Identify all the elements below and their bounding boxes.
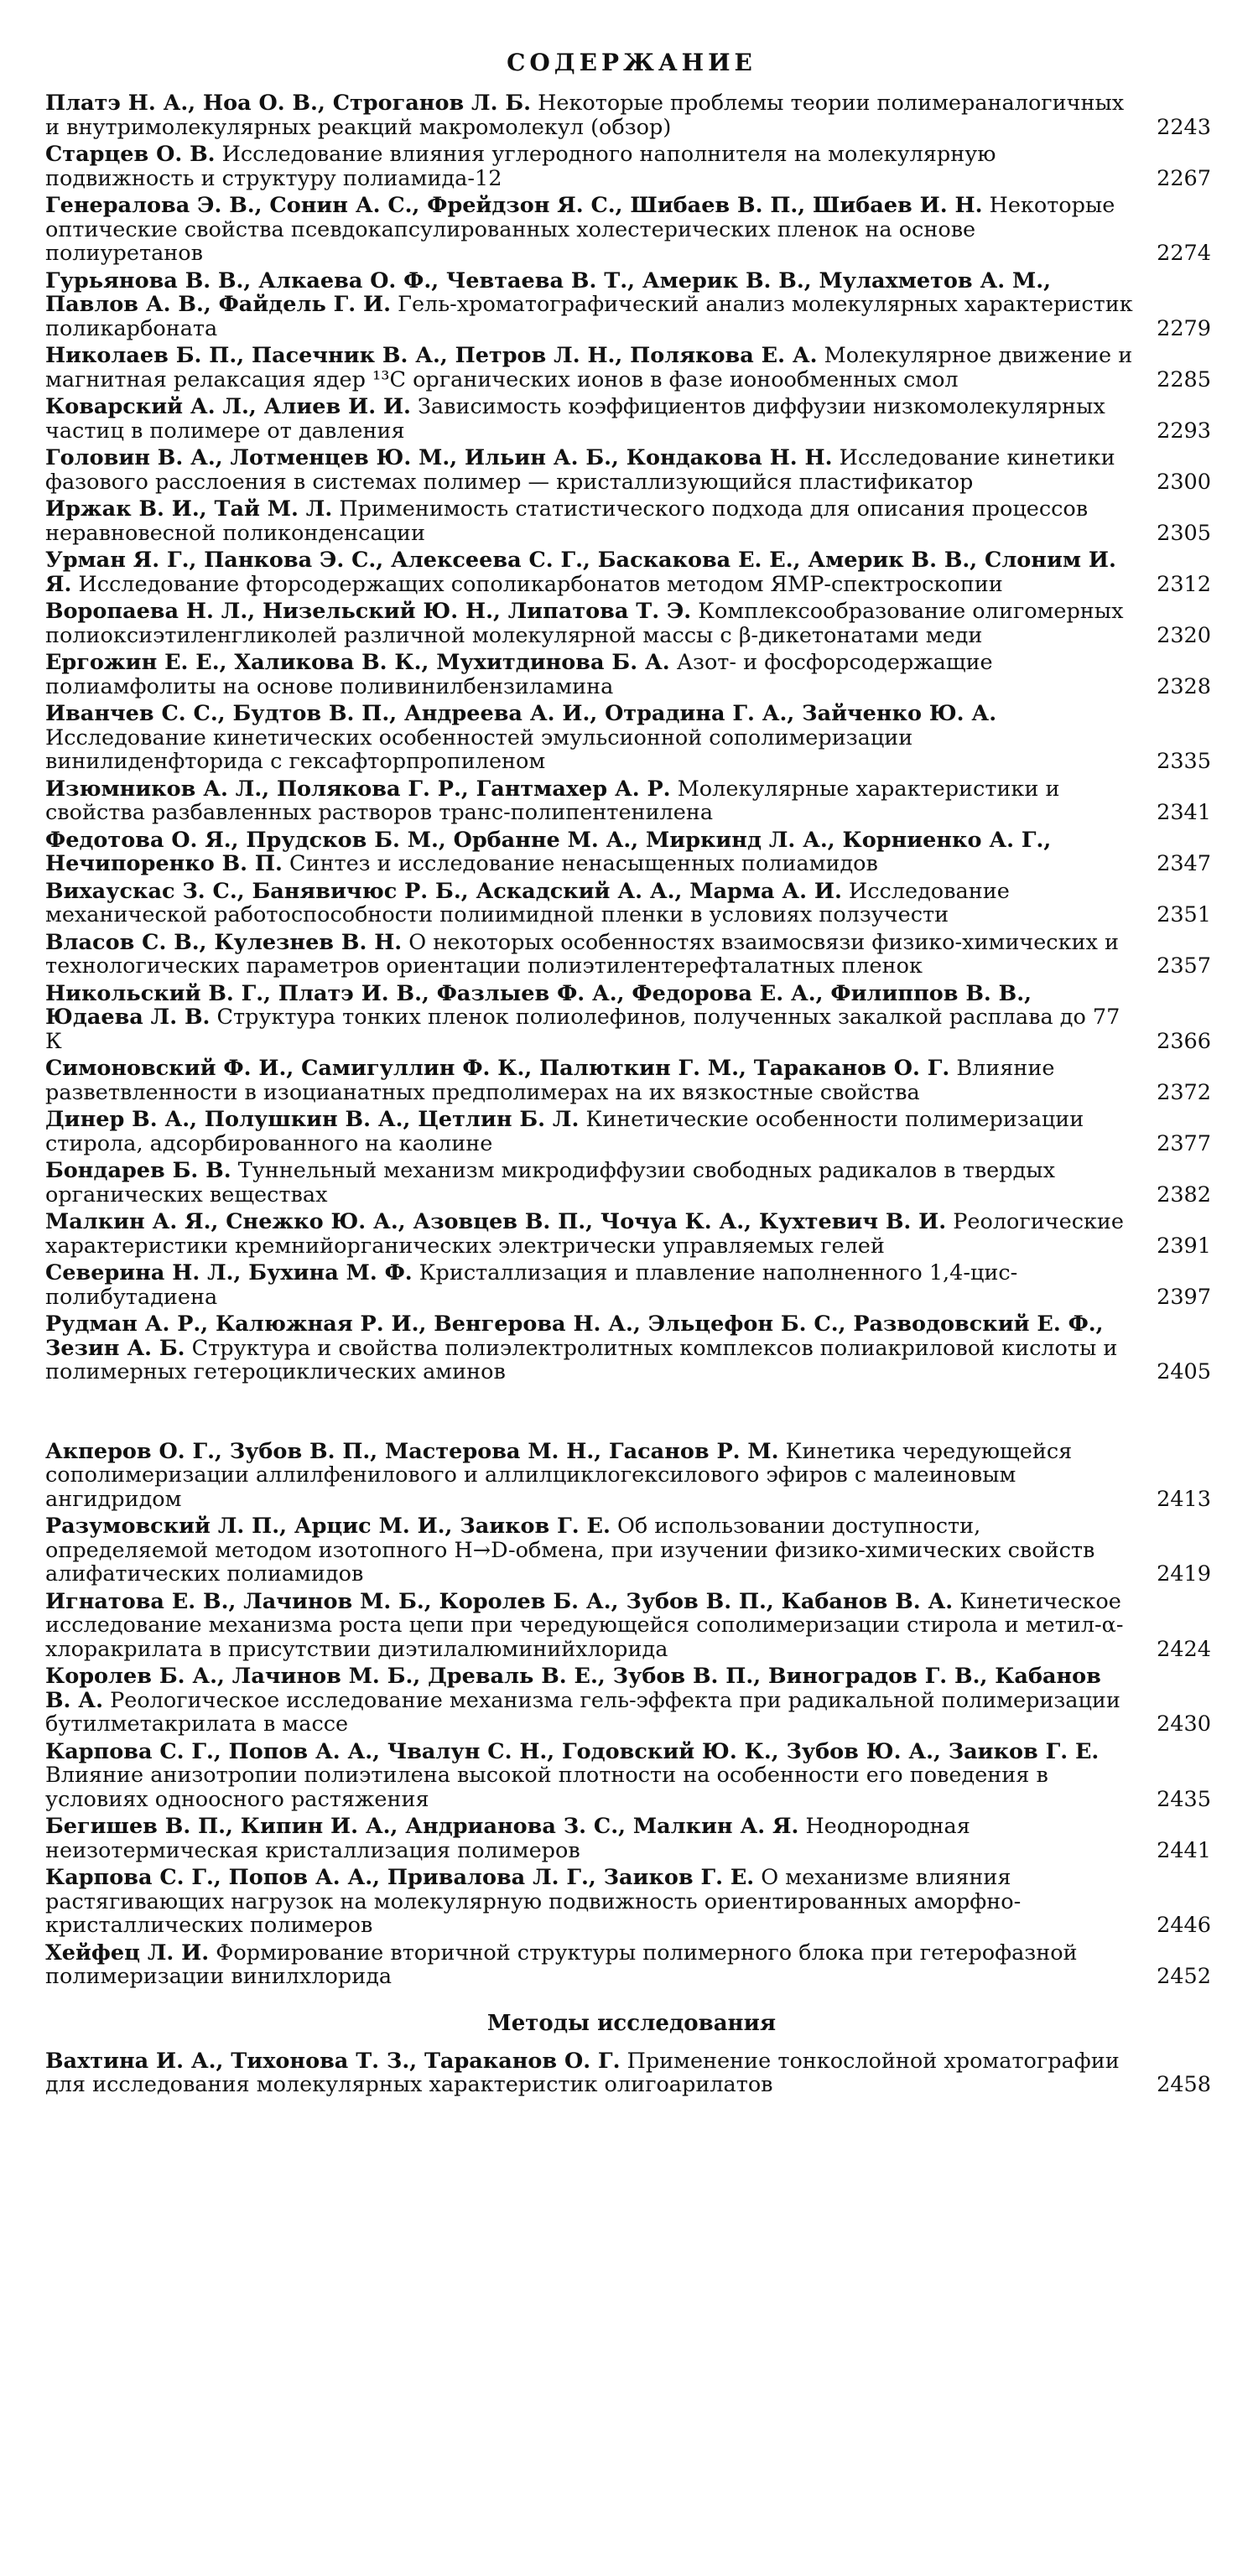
entry-title: Реологические характеристики кремнийорганических электрически управляемых гелей xyxy=(45,1209,1125,1259)
toc-entry xyxy=(45,1057,1218,1104)
entry-title: Туннельный механизм микродиффузии свободных радикалов в твердых органических веществах xyxy=(45,1158,1055,1208)
entry-text xyxy=(45,702,1134,774)
entry-authors: Урман Я. Г., Панкова Э. С., Алексеева С. Г., Баскакова Е. Е., Америк В. В., Слоним И. Я. xyxy=(45,548,1116,597)
entry-authors: Рудман А. Р., Калюжная Р. И., Венгерова Н. А., Эльцефон Б. С., Разводовский Е. Ф., Зезин А. Б. xyxy=(45,1311,1104,1361)
entry-title: Неоднородная неизотермическая кристаллизация полимеров xyxy=(45,1814,970,1863)
entry-authors: Симоновский Ф. И., Самигуллин Ф. К., Палюткин Г. М., Тараканов О. Г. xyxy=(45,1056,950,1081)
toc-entry xyxy=(45,1740,1218,1812)
toc-entry xyxy=(45,269,1218,341)
entry-page-number: 2351 xyxy=(1157,902,1211,927)
entry-authors: Старцев О. В. xyxy=(45,142,216,167)
entry-title: Молекулярное движение и магнитная релаксация ядер ¹³C органических ионов в фазе ионообменных смол xyxy=(45,343,1133,392)
entry-page-number: 2347 xyxy=(1157,851,1211,876)
toc-entry xyxy=(45,931,1218,979)
toc-entry xyxy=(45,1108,1218,1156)
entry-page-number: 2328 xyxy=(1157,673,1211,699)
entry-text xyxy=(45,931,1134,979)
entry-page-number: 2382 xyxy=(1157,1182,1211,1208)
entry-title: Гель-хроматографический анализ молекулярных характеристик поликарбоната xyxy=(45,292,1133,341)
entry-text xyxy=(45,982,1134,1054)
entry-page-number: 2452 xyxy=(1157,1964,1211,1989)
entry-title: Исследование механической работоспособности полиимидной пленки в условиях ползучести xyxy=(45,878,1010,927)
entry-title: Структура тонких пленок полиолефинов, полученных закалкой расплава до 77 К xyxy=(45,1005,1120,1054)
entry-authors: Никольский В. Г., Платэ И. В., Фазлыев Ф. А., Федорова Е. А., Филиппов В. В., Юдаева Л. В. xyxy=(45,980,1032,1030)
entry-title: Применение тонкослойной хроматографии для исследования молекулярных характеристик олигоарилатов xyxy=(45,2048,1120,2097)
entry-text xyxy=(45,143,1134,190)
entry-page-number: 2413 xyxy=(1157,1486,1211,1512)
entry-title: Азот- и фосфорсодержащие полиамфолиты на основе поливинилбензиламина xyxy=(45,650,993,699)
entry-page-number: 2458 xyxy=(1157,2072,1211,2097)
entry-page-number: 2285 xyxy=(1157,366,1211,392)
entry-page-number: 2243 xyxy=(1157,114,1211,140)
toc-entry xyxy=(45,548,1218,596)
entry-title: Формирование вторичной структуры полимерного блока при гетерофазной полимеризации винилхлорида xyxy=(45,1940,1078,1989)
toc-entry xyxy=(45,1312,1218,1384)
entry-page-number: 2405 xyxy=(1157,1359,1211,1384)
entry-authors: Изюмников А. Л., Полякова Г. Р., Гантмахер А. Р. xyxy=(45,776,671,802)
entry-text xyxy=(45,828,1134,876)
entry-title: Влияние анизотропии полиэтилена высокой плотности на особенности его поведения в условиях одноосного растяжения xyxy=(45,1763,1048,1812)
toc-entry xyxy=(45,143,1218,190)
entry-title: Молекулярные характеристики и свойства разбавленных растворов транс-полипентенилена xyxy=(45,776,1060,825)
entry-title: Исследование кинетических особенностей эмульсионной сополимеризации винилиденфторида с гексафторпропиленом xyxy=(45,724,913,774)
entry-text xyxy=(45,344,1134,392)
entry-title: Зависимость коэффициентов диффузии низкомолекулярных частиц в полимере от давления xyxy=(45,394,1105,444)
entry-authors: Бегишев В. П., Кипин И. А., Андрианова З. С., Малкин А. Я. xyxy=(45,1814,799,1839)
entry-authors: Динер В. А., Полушкин В. А., Цетлин Б. Л. xyxy=(45,1107,580,1132)
entry-page-number: 2312 xyxy=(1157,571,1211,597)
entry-text xyxy=(45,1312,1134,1384)
entry-text xyxy=(45,600,1134,647)
toc-entry xyxy=(45,702,1218,774)
entry-text xyxy=(45,651,1134,699)
entry-authors: Северина Н. Л., Бухина М. Ф. xyxy=(45,1260,413,1285)
entry-authors: Разумовский Л. П., Арцис М. И., Заиков Г. Е. xyxy=(45,1514,611,1539)
entry-title: Влияние разветвленности в изоцианатных предполимерах на их вязкостные свойства xyxy=(45,1056,1055,1105)
toc-entry xyxy=(45,1514,1218,1587)
toc-entry xyxy=(45,880,1218,927)
entry-authors: Николаев Б. П., Пасечник В. А., Петров Л. Н., Полякова Е. А. xyxy=(45,343,818,368)
entry-text xyxy=(45,1665,1134,1737)
entry-authors: Коварский А. Л., Алиев И. И. xyxy=(45,394,411,419)
toc-entry xyxy=(45,2049,1218,2097)
section-gap xyxy=(45,1388,1218,1440)
entry-text xyxy=(45,194,1134,266)
entry-page-number: 2341 xyxy=(1157,800,1211,825)
entry-page-number: 2424 xyxy=(1157,1636,1211,1662)
entry-text xyxy=(45,548,1134,596)
entry-page-number: 2274 xyxy=(1157,241,1211,266)
entry-text xyxy=(45,497,1134,545)
entry-title: Кинетические особенности полимеризации стирола, адсорбированного на каолине xyxy=(45,1107,1084,1156)
entry-page-number: 2372 xyxy=(1157,1079,1211,1105)
entry-page-number: 2357 xyxy=(1157,953,1211,979)
entry-authors: Ергожин Е. Е., Халикова В. К., Мухитдинова Б. А. xyxy=(45,650,670,675)
entry-text xyxy=(45,1866,1134,1938)
entry-page-number: 2305 xyxy=(1157,520,1211,546)
entry-text xyxy=(45,1440,1134,1512)
entry-text xyxy=(45,1590,1134,1662)
entry-authors: Карпова С. Г., Попов А. А., Чвалун С. Н., Годовский Ю. К., Зубов Ю. А., Заиков Г. Е. xyxy=(45,1738,1100,1764)
entry-text xyxy=(45,1210,1134,1258)
entry-title: Применимость статистического подхода для описания процессов неравновесной поликонденсации xyxy=(45,496,1089,546)
entry-authors: Малкин А. Я., Снежко Ю. А., Азовцев В. П., Чочуа К. А., Кухтевич В. И. xyxy=(45,1209,947,1234)
toc-entry xyxy=(45,446,1218,494)
toc-entry xyxy=(45,777,1218,825)
entry-text xyxy=(45,777,1134,825)
toc-entry xyxy=(45,395,1218,443)
entry-title: Некоторые оптические свойства псевдокапсулированных холестерических пленок на основе полиуретанов xyxy=(45,193,1115,266)
entry-authors: Генералова Э. В., Сонин А. С., Фрейдзон Я. С., Шибаев В. П., Шибаев И. Н. xyxy=(45,193,983,218)
entry-text xyxy=(45,1159,1134,1207)
toc-entry xyxy=(45,1815,1218,1862)
toc-entry xyxy=(45,1159,1218,1207)
toc-entry xyxy=(45,1941,1218,1989)
entry-authors: Королев Б. А., Лачинов М. Б., Древаль В. Е., Зубов В. П., Виноградов Г. В., Кабанов В. А. xyxy=(45,1664,1101,1713)
entry-page-number: 2320 xyxy=(1157,622,1211,648)
entry-authors: Иржак В. И., Тай М. Л. xyxy=(45,496,333,522)
entry-authors: Головин В. А., Лотменцев Ю. М., Ильин А. Б., Кондакова Н. Н. xyxy=(45,445,833,470)
toc-entry xyxy=(45,194,1218,266)
entry-text xyxy=(45,880,1134,927)
entry-authors: Вихаускас З. С., Банявичюс Р. Б., Аскадский А. А., Марма А. И. xyxy=(45,878,842,904)
entry-page-number: 2335 xyxy=(1157,749,1211,774)
entry-text xyxy=(45,1108,1134,1156)
entry-page-number: 2279 xyxy=(1157,315,1211,341)
entry-page-number: 2435 xyxy=(1157,1786,1211,1812)
toc-entry xyxy=(45,497,1218,545)
entry-page-number: 2441 xyxy=(1157,1837,1211,1863)
entry-title: Кинетика чередующейся сополимеризации аллилфенилового и аллилциклогексилового эфиров с малеиновым ангидридом xyxy=(45,1438,1073,1512)
entry-text xyxy=(45,269,1134,341)
entry-text xyxy=(45,1057,1134,1104)
entry-title: Кинетическое исследование механизма роста цепи при чередующейся сополимеризации стирола и метил-α-хлоракрилата в присутствии диэтилалюминийхлорида xyxy=(45,1588,1124,1662)
entry-page-number: 2300 xyxy=(1157,469,1211,495)
entry-title: Комплексообразование олигомерных полиоксиэтиленгликолей различной молекулярной массы с β-дикетонатами меди xyxy=(45,599,1124,648)
entry-page-number: 2377 xyxy=(1157,1130,1211,1156)
entry-authors: Карпова С. Г., Попов А. А., Привалова Л. Г., Заиков Г. Е. xyxy=(45,1865,755,1890)
entry-authors: Воропаева Н. Л., Низельский Ю. Н., Липатова Т. Э. xyxy=(45,599,692,624)
main-articles-list xyxy=(45,91,1218,1384)
entry-authors: Иванчев С. С., Будтов В. П., Андреева А. И., Отрадина Г. А., Зайченко Ю. А. xyxy=(45,701,997,726)
entry-authors: Федотова О. Я., Прудсков Б. М., Орбанне М. А., Миркинд Л. А., Корниенко А. Г., Нечипоренко В. П. xyxy=(45,827,1052,876)
toc-entry xyxy=(45,1261,1218,1309)
entry-authors: Вахтина И. А., Тихонова Т. З., Тараканов О. Г. xyxy=(45,2048,621,2074)
short-communications-list xyxy=(45,1440,1218,1989)
toc-entry xyxy=(45,600,1218,647)
entry-text xyxy=(45,395,1134,443)
entry-page-number: 2430 xyxy=(1157,1711,1211,1737)
entry-title: О некоторых особенностях взаимосвязи физико-химических и технологических параметров ориентации полиэтилентерефталатных пленок xyxy=(45,929,1119,979)
entry-title: Исследование кинетики фазового расслоения в системах полимер — кристаллизующийся пластификатор xyxy=(45,445,1115,495)
entry-title: Некоторые проблемы теории полимераналогичных и внутримолекулярных реакций макромолекул (обзор) xyxy=(45,91,1125,140)
entry-page-number: 2391 xyxy=(1157,1233,1211,1259)
toc-entry xyxy=(45,828,1218,876)
toc-entry xyxy=(45,982,1218,1054)
entry-page-number: 2366 xyxy=(1157,1028,1211,1054)
entry-authors: Власов С. В., Кулезнев В. Н. xyxy=(45,929,403,955)
entry-authors: Платэ Н. А., Ноа О. В., Строганов Л. Б. xyxy=(45,91,532,116)
toc-entry xyxy=(45,1590,1218,1662)
entry-authors: Гурьянова В. В., Алкаева О. Ф., Чевтаева В. Т., Америк В. В., Мулахметов А. М., Павлов А. В., Файдель Г. И. xyxy=(45,267,1052,317)
entry-title: Исследование влияния углеродного наполнителя на молекулярную подвижность и структуру полиамида-12 xyxy=(45,142,996,191)
entry-page-number: 2293 xyxy=(1157,418,1211,444)
entry-text xyxy=(45,1815,1134,1862)
toc-entry xyxy=(45,1866,1218,1938)
entry-text xyxy=(45,446,1134,494)
entry-title: Кристаллизация и плавление наполненного 1,4-цис-полибутадиена xyxy=(45,1260,1018,1310)
entry-title: Реологическое исследование механизма гель-эффекта при радикальной полимеризации бутилметакрилата в массе xyxy=(45,1687,1120,1737)
toc-entry xyxy=(45,344,1218,392)
toc-entry xyxy=(45,651,1218,699)
methods-section-title: Методы исследования xyxy=(486,2010,777,2036)
entry-title: Об использовании доступности, определяемой методом изотопного H→D-обмена, при изучении физико-химических свойств алифатических полиамидов xyxy=(45,1514,1095,1587)
entry-page-number: 2267 xyxy=(1157,165,1211,191)
entry-authors: Игнатова Е. В., Лачинов М. Б., Королев Б. А., Зубов В. П., Кабанов В. А. xyxy=(45,1588,954,1614)
toc-entry xyxy=(45,1210,1218,1258)
entry-page-number: 2446 xyxy=(1157,1913,1211,1938)
entry-text xyxy=(45,91,1134,139)
page-title: СОДЕРЖАНИЕ xyxy=(507,49,756,76)
entry-title: Исследование фторсодержащих сополикарбонатов методом ЯМР-спектроскопии xyxy=(78,571,1003,597)
entry-text xyxy=(45,1514,1134,1587)
entry-text xyxy=(45,1261,1134,1309)
entry-page-number: 2397 xyxy=(1157,1284,1211,1310)
entry-title: Синтез и исследование ненасыщенных полиамидов xyxy=(289,851,878,876)
entry-authors: Хейфец Л. И. xyxy=(45,1940,210,1966)
entry-authors: Бондарев Б. В. xyxy=(45,1158,231,1183)
toc-entry xyxy=(45,1440,1218,1512)
contents-page xyxy=(45,49,1218,2101)
toc-entry xyxy=(45,1665,1218,1737)
entry-text xyxy=(45,1740,1134,1812)
entry-title: Структура и свойства полиэлектролитных комплексов полиакриловой кислоты и полимерных гетероциклических аминов xyxy=(45,1335,1118,1384)
toc-entry xyxy=(45,91,1218,139)
entry-authors: Акперов О. Г., Зубов В. П., Мастерова М. Н., Гасанов Р. М. xyxy=(45,1438,779,1464)
entry-text xyxy=(45,2049,1134,2097)
entry-title: О механизме влияния растягивающих нагрузок на молекулярную подвижность ориентированных аморфно-кристаллических полимеров xyxy=(45,1865,1022,1938)
entry-text xyxy=(45,1941,1134,1989)
methods-articles-list xyxy=(45,2049,1218,2097)
entry-page-number: 2419 xyxy=(1157,1561,1211,1587)
